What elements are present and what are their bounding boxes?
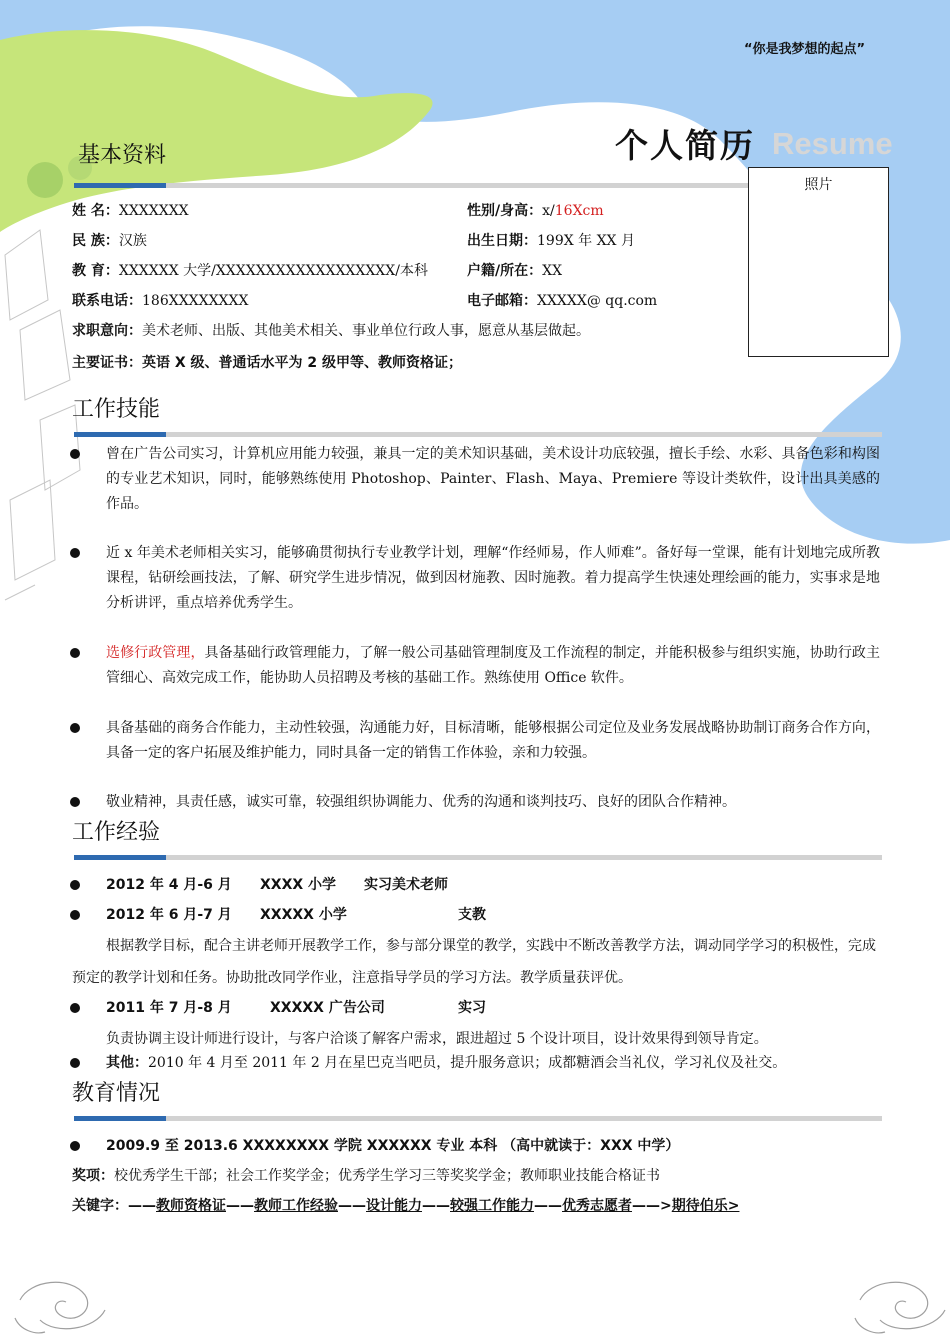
field-email: 电子邮箱：XXXXX@ qq.com — [467, 293, 658, 309]
field-certificates: 主要证书：英语 X 级、普通话水平为 2 级甲等、教师资格证； — [72, 355, 463, 371]
field-ethnic: 民 族：汉族 — [72, 233, 147, 249]
skill-item-1: 曾在广告公司实习，计算机应用能力较强，兼具一定的美术知识基础，美术设计功底较强，擅长手绘、水彩、具备色彩和构图的专业艺术知识，同时，能够熟练使用 Photoshop、Painter、Flash、Maya、Premiere 等设计类软件，设计出具美感的作品。 — [106, 446, 880, 512]
skill-item-3: 选修行政管理，具备基础行政管理能力，了解一般公司基础管理制度及工作流程的制定，并能积极参与组织实施，协助行政主管细心、高效完成工作，能协助人员招聘及考核的基础工作。熟练使用 Office 软件。 — [106, 645, 881, 686]
resume-title-en: Resume — [772, 126, 893, 161]
bullet-icon — [70, 1058, 80, 1068]
field-intent: 求职意向：美术老师、出版、其他美术相关、事业单位行政人事，愿意从基层做起。 — [72, 323, 590, 339]
divider-basic — [74, 183, 748, 188]
field-education: 教 育：XXXXXX 大学/XXXXXXXXXXXXXXXXXX/本科 — [72, 263, 428, 279]
field-phone: 联系电话：186XXXXXXXX — [72, 293, 249, 309]
field-hukou: 户籍/所在：XX — [467, 263, 563, 279]
keywords: 关键字：——教师资格证——教师工作经验——设计能力——较强工作能力——优秀志愿者——>期待伯乐> — [72, 1198, 740, 1214]
section-title-skills: 工作技能 — [72, 397, 161, 422]
job-1-date: 2012 年 4 月-6 月 — [106, 877, 232, 893]
job-2-role: 支教 — [458, 907, 486, 923]
field-birth: 出生日期：199X 年 XX 月 — [467, 233, 635, 249]
job-3-org: XXXXX 广告公司 — [270, 1000, 385, 1016]
bullet-icon — [70, 910, 80, 920]
skill-item-5: 敬业精神，具责任感，诚实可靠，较强组织协调能力、优秀的沟通和谈判技巧、良好的团队合作精神。 — [106, 794, 736, 810]
bullet-icon — [70, 1141, 80, 1151]
resume-title: 个人简历 — [615, 126, 755, 165]
keyword-work-ability: 较强工作能力 — [450, 1198, 534, 1214]
section-title-education: 教育情况 — [72, 1081, 161, 1106]
job-3-role: 实习 — [458, 1000, 486, 1016]
photo-placeholder — [748, 167, 889, 357]
job-1-org: XXXX 小学 — [260, 877, 337, 893]
bullet-icon — [70, 880, 80, 890]
keyword-volunteer: 优秀志愿者 — [562, 1198, 632, 1214]
slogan: “你是我梦想的起点” — [744, 42, 866, 57]
divider-experience — [74, 855, 882, 860]
keyword-teaching-experience: 教师工作经验 — [254, 1198, 338, 1214]
keyword-end: 期待伯乐> — [671, 1198, 740, 1214]
section-title-basic: 基本资料 — [78, 143, 167, 168]
section-title-experience: 工作经验 — [72, 820, 161, 845]
skill-item-2: 近 x 年美术老师相关实习，能够确贯彻执行专业教学计划，理解“作经师易，作人师难”。备好每一堂课，能有计划地完成所教课程，钻研绘画技法，了解、研究学生进步情况，做到因材施教、因时施教。着力提高学生快速处理绘画的能力，实事求是地分析讲评，重点培养优秀学生。 — [106, 545, 880, 611]
other-experience: 其他：2010 年 4 月至 2011 年 2 月在星巴克当吧员，提升服务意识；成都糖酒会当礼仪，学习礼仪及社交。 — [106, 1055, 787, 1071]
bullet-icon — [70, 1003, 80, 1013]
job-1-role: 实习美术老师 — [364, 877, 448, 893]
bullet-icon — [70, 723, 80, 733]
bullet-icon — [70, 648, 80, 658]
education-line: 2009.9 至 2013.6 XXXXXXXX 学院 XXXXXX 专业 本科 （高中就读于：XXX 中学） — [106, 1138, 680, 1154]
bullet-icon — [70, 797, 80, 807]
keyword-teacher-cert: 教师资格证 — [156, 1198, 226, 1214]
job-2-org: XXXXX 小学 — [260, 907, 347, 923]
keyword-design-ability: 设计能力 — [366, 1198, 422, 1214]
bullet-icon — [70, 449, 80, 459]
sketch-lines — [5, 230, 80, 600]
skill-item-4: 具备基础的商务合作能力，主动性较强，沟通能力好，目标清晰，能够根据公司定位及业务发展战略协助制订商务合作方向，具备一定的客户拓展及维护能力，同时具备一定的销售工作体验，亲和力较强。 — [106, 720, 880, 761]
photo-label: 照片 — [804, 177, 833, 193]
job-3-date: 2011 年 7 月-8 月 — [106, 1000, 232, 1016]
swirl-bottom-right — [855, 1282, 945, 1333]
bullet-icon — [70, 548, 80, 558]
divider-skills — [74, 432, 882, 437]
swirl-bottom-left — [15, 1282, 105, 1333]
field-name: 姓 名：XXXXXXX — [72, 203, 189, 219]
field-gender: 性别/身高：x/16Xcm — [467, 203, 604, 219]
job-3-description: 负责协调主设计师进行设计，与客户洽谈了解客户需求，跟进超过 5 个设计项目，设计效果得到领导肯定。 — [106, 1031, 768, 1047]
divider-education — [74, 1116, 882, 1121]
awards: 奖项：校优秀学生干部；社会工作奖学金；优秀学生学习三等奖奖学金；教师职业技能合格证书 — [72, 1168, 660, 1184]
job-2-date: 2012 年 6 月-7 月 — [106, 907, 232, 923]
job-2-description: 根据教学目标，配合主讲老师开展教学工作，参与部分课堂的教学，实践中不断改善教学方法，调动同学学习的积极性，完成预定的教学计划和任务。协助批改同学作业，注意指导学员的学习方法。教学质量获评优。 — [72, 938, 876, 986]
